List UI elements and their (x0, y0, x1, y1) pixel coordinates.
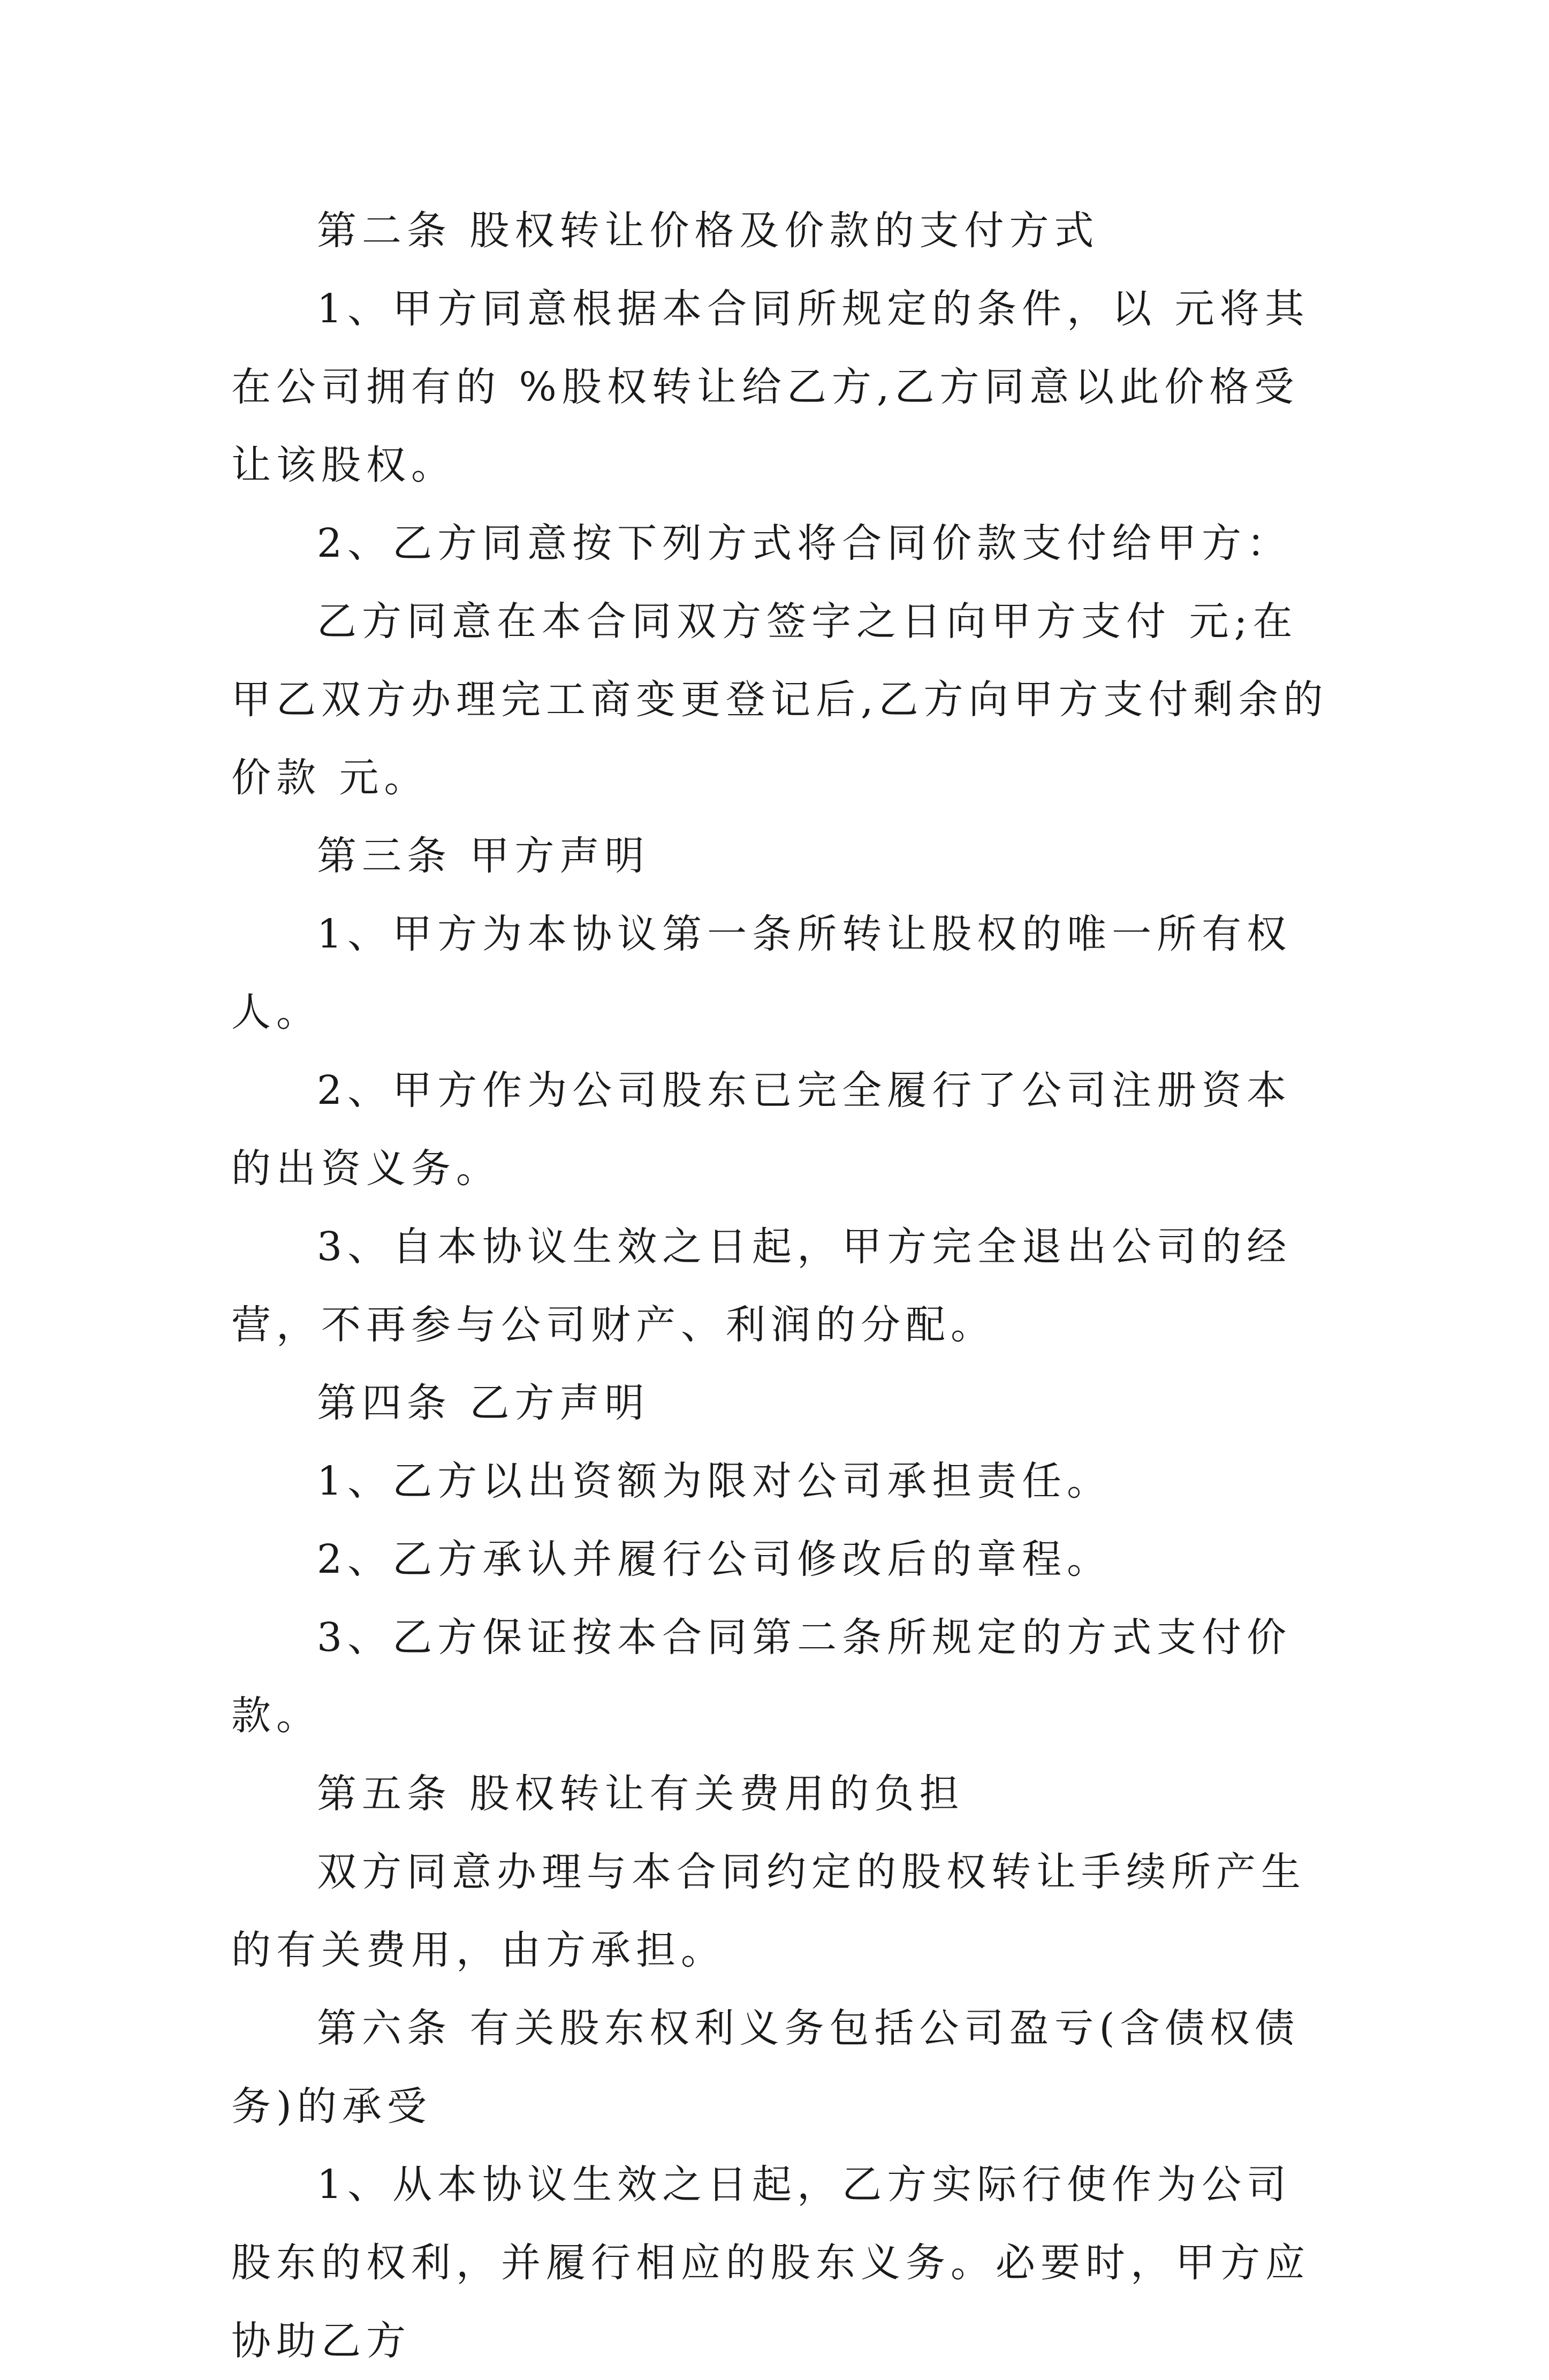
article-3-clause-3: 3、自本协议生效之日起，甲方完全退出公司的经营，不再参与公司财产、利润的分配。 (231, 1224, 1292, 1348)
article-2-clause-1: 1、甲方同意根据本合同所规定的条件，以 元将其在公司拥有的 %股权转让给乙方,乙方同意以此价格受让该股权。 (231, 286, 1310, 488)
article-3-clause-1: 1、甲方为本协议第一条所转让股权的唯一所有权人。 (231, 911, 1292, 1035)
article-5-body: 双方同意办理与本合同约定的股权转让手续所产生的有关费用，由方承担。 (231, 1849, 1306, 1973)
article-4-heading: 第四条 乙方声明 (317, 1380, 650, 1426)
document-body (231, 192, 1328, 2380)
article-3-heading: 第三条 甲方声明 (317, 833, 650, 879)
article-6-clause-1: 1、从本协议生效之日起，乙方实际行使作为公司股东的权利，并履行相应的股东义务。必要时，甲方应协助乙方 (231, 2162, 1310, 2364)
article-5-heading: 第五条 股权转让有关费用的负担 (317, 1771, 965, 1817)
article-2-payment-terms: 乙方同意在本合同双方签字之日向甲方支付 元;在甲乙双方办理完工商变更登记后,乙方向甲方支付剩余的价款 元。 (231, 598, 1328, 801)
article-2-heading: 第二条 股权转让价格及价款的支付方式 (317, 208, 1099, 254)
article-2-clause-2: 2、乙方同意按下列方式将合同价款支付给甲方： (317, 520, 1292, 566)
article-4-clause-3: 3、乙方保证按本合同第二条所规定的方式支付价款。 (231, 1615, 1292, 1739)
article-3-clause-2: 2、甲方作为公司股东已完全履行了公司注册资本的出资义务。 (231, 1067, 1292, 1192)
article-4-clause-1: 1、乙方以出资额为限对公司承担责任。 (317, 1458, 1112, 1504)
article-6-heading: 第六条 有关股东权利义务包括公司盈亏(含债权债务)的承受 (231, 2005, 1300, 2129)
article-4-clause-2: 2、乙方承认并履行公司修改后的章程。 (317, 1536, 1112, 1582)
